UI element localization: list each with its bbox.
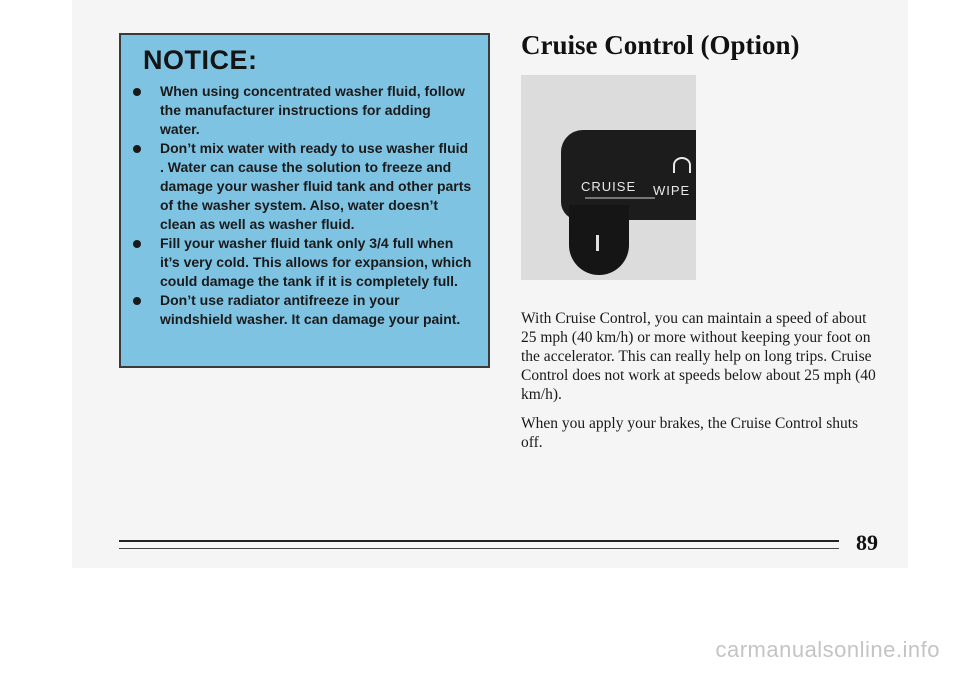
section-title: Cruise Control (Option) xyxy=(521,30,800,60)
body-paragraph: When you apply your brakes, the Cruise Control shuts off. xyxy=(521,415,859,451)
cruise-label: CRUISE xyxy=(581,179,637,194)
wipe-label: WIPE xyxy=(653,183,691,198)
notice-item: Don’t mix water with ready to use washer fluid . Water can cause the solution to freeze and damage your washer fluid tank and other parts of the washer system. Also, water doesn’t clean as well as washer fluid. xyxy=(133,139,472,234)
notice-list xyxy=(133,82,472,329)
notice-title: NOTICE: xyxy=(143,45,258,75)
page-number: 89 xyxy=(856,530,878,555)
notice-item: Don’t use radiator antifreeze in your windshield washer. It can damage your paint. xyxy=(133,291,472,329)
watermark: carmanualsonline.info xyxy=(715,637,940,662)
cruise-control-photo xyxy=(521,75,696,280)
notice-box xyxy=(119,33,490,368)
notice-item: Fill your washer fluid tank only 3/4 full when it’s very cold. This allows for expansion, which could damage the tank if it is completely full. xyxy=(133,234,472,291)
footer-rule xyxy=(119,548,839,549)
wiper-icon xyxy=(673,157,691,173)
stalk-divider xyxy=(585,197,655,199)
bullet-icon xyxy=(133,240,141,248)
body-paragraph: With Cruise Control, you can maintain a speed of about 25 mph (40 km/h) or more without keeping your foot on the accelerator. This can really help on long trips. Cruise Control does not work at speeds below about 25 mph (40 km/h). xyxy=(521,310,876,403)
bullet-icon xyxy=(133,88,141,96)
control-knob xyxy=(569,205,629,275)
bullet-icon xyxy=(133,297,141,305)
notice-item: When using concentrated washer fluid, follow the manufacturer instructions for adding water. xyxy=(133,82,472,139)
knob-mark xyxy=(596,235,599,251)
bullet-icon xyxy=(133,145,141,153)
footer-rule xyxy=(119,540,839,542)
